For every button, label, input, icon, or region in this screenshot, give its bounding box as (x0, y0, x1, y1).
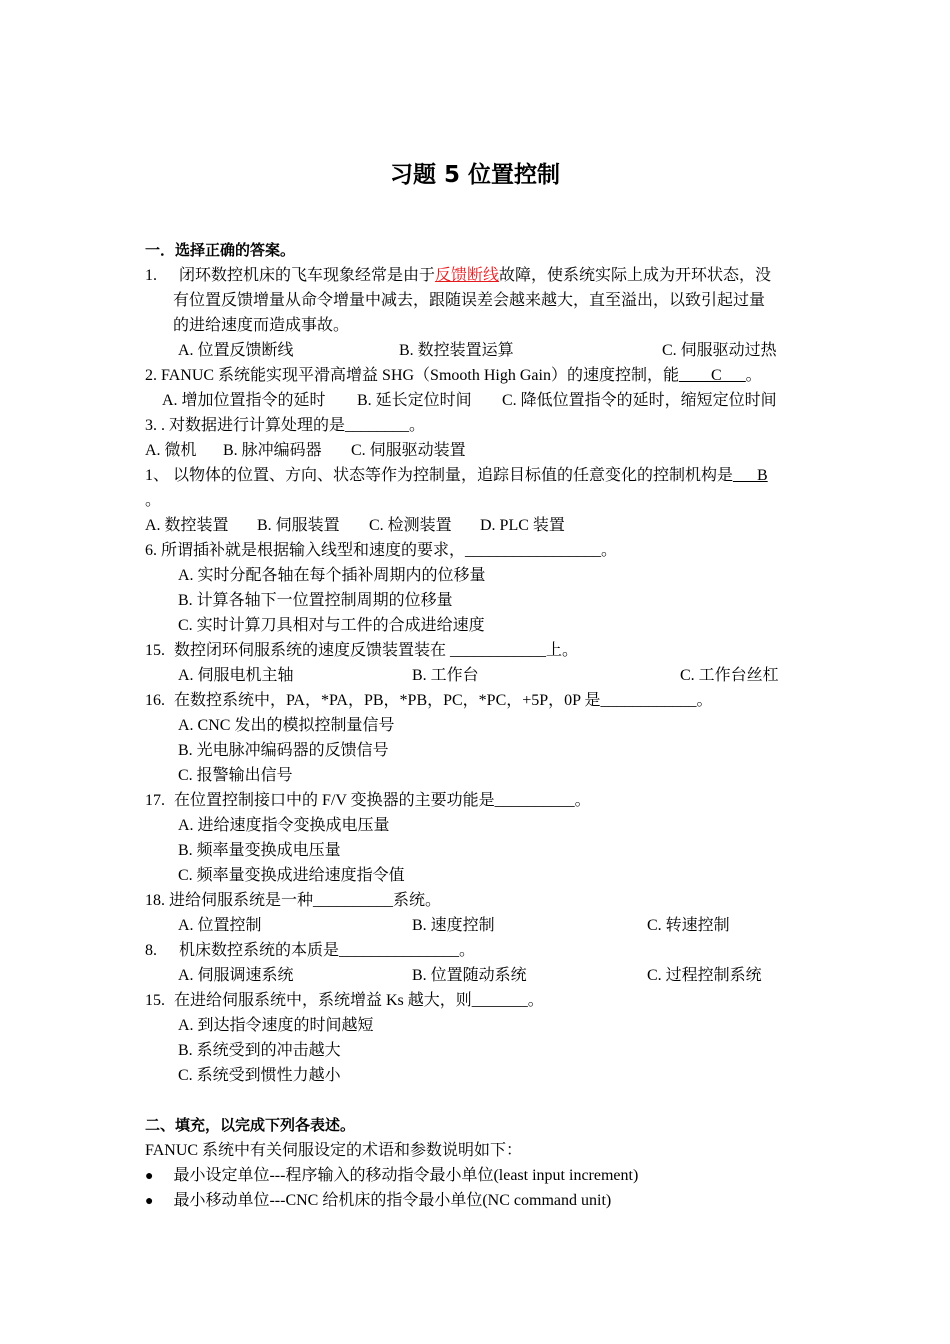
question-1-line-1 (145, 263, 771, 288)
question-text: 闭环数控机床的飞车现象经常是由于 (179, 267, 436, 284)
question-number: 15. (145, 992, 165, 1009)
question-15b-option-c: C. 系统受到惯性力越小 (178, 1067, 341, 1084)
question-text: 故障，使系统实际上成为开环状态，没 (499, 267, 772, 284)
question-2-option-b: B. 延长定位时间 (357, 392, 472, 409)
question-1-line-3: 的进给速度而造成事故。 (173, 317, 350, 334)
question-6-option-a: A. 实时分配各轴在每个插补周期内的位移量 (178, 567, 486, 584)
question-15b-option-a: A. 到达指令速度的时间越短 (178, 1017, 374, 1034)
question-text: 2. FANUC 系统能实现平滑高增益 SHG（Smooth High Gain）的速度控制，能 (145, 367, 679, 384)
question-4-option-d: D. PLC 装置 (480, 517, 565, 534)
question-number: 1. (145, 267, 157, 284)
bullet-item (145, 1163, 638, 1188)
question-3-option-a: A. 微机 (145, 442, 197, 459)
question-15a-option-c: C. 工作台丝杠 (680, 667, 779, 684)
question-6-option-b: B. 计算各轴下一位置控制周期的位移量 (178, 592, 453, 609)
question-17 (145, 788, 591, 813)
question-text: 。 (745, 367, 762, 384)
question-18-option-a: A. 位置控制 (178, 917, 262, 934)
answer-fill: ___B (733, 467, 768, 484)
question-8 (145, 938, 475, 963)
question-16-option-a: A. CNC 发出的模拟控制量信号 (178, 717, 395, 734)
question-1-option-c: C. 伺服驱动过热 (662, 342, 777, 359)
question-18: 18. 进给伺服系统是一种__________系统。 (145, 892, 442, 909)
answer-fill: ____C___ (678, 367, 746, 384)
question-text: 1、 以物体的位置、方向、状态等作为控制量，追踪目标值的任意变化的控制机构是 (145, 467, 734, 484)
question-15a-option-a: A. 伺服电机主轴 (178, 667, 294, 684)
question-8-option-b: B. 位置随动系统 (412, 967, 527, 984)
bullet-text: 最小移动单位---CNC 给机床的指令最小单位(NC command unit) (173, 1192, 612, 1209)
question-15a-option-b: B. 工作台 (412, 667, 479, 684)
question-number: 15. (145, 642, 165, 659)
bullet-text: 最小设定单位---程序输入的移动指令最小单位(least input increment) (173, 1167, 639, 1184)
question-number: 17. (145, 792, 165, 809)
question-18-option-b: B. 速度控制 (412, 917, 495, 934)
question-text: 在进给伺服系统中，系统增益 Ks 越大，则_______。 (174, 992, 544, 1009)
question-4-option-b: B. 伺服装置 (257, 517, 340, 534)
section-2-intro: FANUC 系统中有关伺服设定的术语和参数说明如下： (145, 1142, 523, 1159)
question-17-option-b: B. 频率量变换成电压量 (178, 842, 341, 859)
bullet-item (145, 1188, 611, 1213)
question-2-option-a: A. 增加位置指令的延时 (162, 392, 326, 409)
question-2 (145, 363, 762, 388)
bullet-icon: ● (145, 1194, 154, 1209)
answer-fill: 反馈断线 (435, 267, 500, 284)
section-heading-fill: 二、填充，以完成下列各表述。 (145, 1116, 356, 1134)
question-8-option-c: C. 过程控制系统 (647, 967, 762, 984)
question-16-option-b: B. 光电脉冲编码器的反馈信号 (178, 742, 389, 759)
question-18-option-c: C. 转速控制 (647, 917, 730, 934)
question-4 (145, 463, 768, 488)
question-3-option-b: B. 脉冲编码器 (223, 442, 322, 459)
question-3: 3. . 对数据进行计算处理的是________。 (145, 417, 426, 434)
question-17-option-c: C. 频率量变换成进给速度指令值 (178, 867, 405, 884)
question-6-option-c: C. 实时计算刀具相对与工件的合成进给速度 (178, 617, 485, 634)
question-number: 8. (145, 942, 157, 959)
question-15b-option-b: B. 系统受到的冲击越大 (178, 1042, 341, 1059)
question-16-option-c: C. 报警输出信号 (178, 767, 293, 784)
question-text: 在数控系统中，PA，*PA，PB，*PB，PC，*PC，+5P，0P 是____________。 (174, 692, 713, 709)
question-text: 机床数控系统的本质是_______________。 (179, 942, 476, 959)
section-heading-choice: 一．选择正确的答案。 (145, 241, 296, 259)
question-17-option-a: A. 进给速度指令变换成电压量 (178, 817, 390, 834)
question-text: 数控闭环伺服系统的速度反馈装置装在 ____________上。 (174, 642, 579, 659)
question-number: 16. (145, 692, 165, 709)
question-6: 6. 所谓插补就是根据输入线型和速度的要求，_________________。 (145, 542, 618, 559)
question-8-option-a: A. 伺服调速系统 (178, 967, 294, 984)
bullet-icon: ● (145, 1169, 154, 1184)
page-title: 习题 5 位置控制 (389, 162, 561, 188)
question-4-option-a: A. 数控装置 (145, 517, 229, 534)
question-4-end: 。 (145, 492, 162, 509)
question-15-b (145, 988, 544, 1013)
question-1-option-a: A. 位置反馈断线 (178, 342, 294, 359)
question-1-line-2: 有位置反馈增量从命令增量中减去，跟随误差会越来越大，直至溢出，以致引起过量 (173, 292, 766, 309)
question-1-option-b: B. 数控装置运算 (399, 342, 514, 359)
question-2-option-c: C. 降低位置指令的延时，缩短定位时间 (502, 392, 777, 409)
question-16 (145, 688, 712, 713)
question-3-option-c: C. 伺服驱动装置 (351, 442, 466, 459)
question-4-option-c: C. 检测装置 (369, 517, 452, 534)
question-15-a (145, 638, 578, 663)
question-text: 在位置控制接口中的 F/V 变换器的主要功能是__________。 (174, 792, 591, 809)
